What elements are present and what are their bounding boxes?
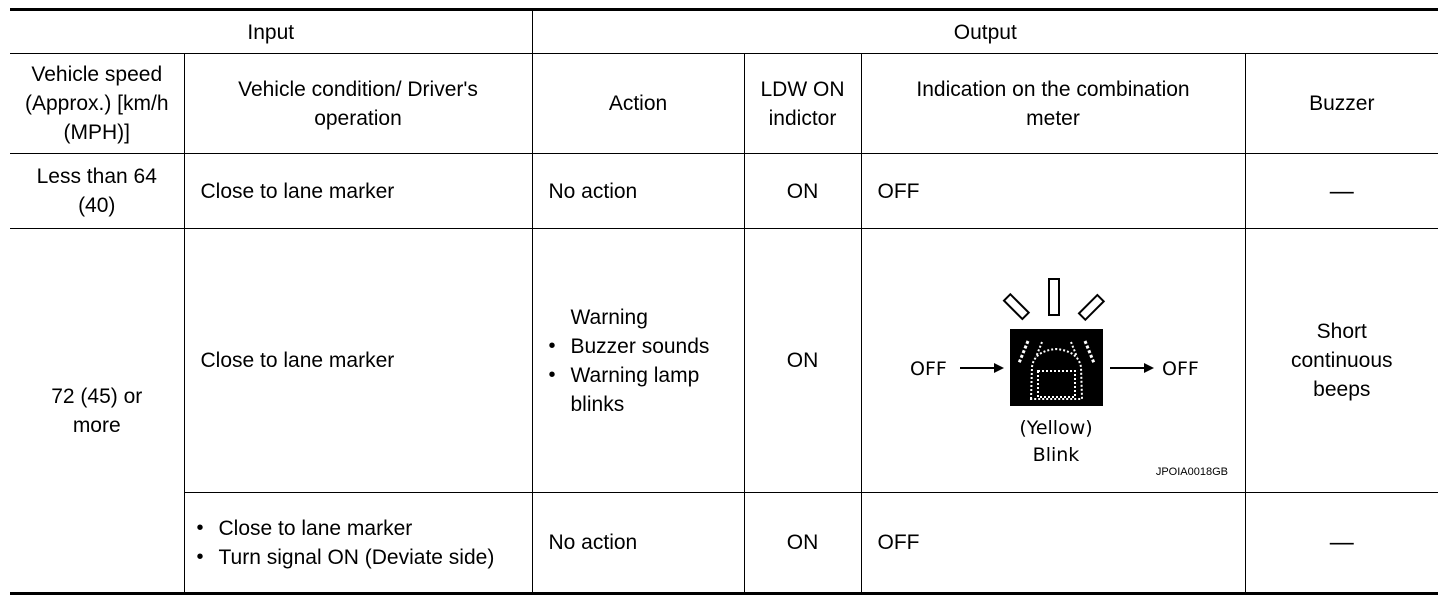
lamp-color-label: (Yellow) — [1018, 417, 1093, 439]
output-group-header: Output — [532, 10, 1438, 54]
header-group-row — [10, 10, 1438, 54]
table-row — [10, 493, 1438, 594]
speed-value: Less than 64 (40) — [36, 165, 157, 217]
list-item: • Buzzer sounds — [547, 332, 721, 361]
speed-cell — [10, 154, 184, 229]
blink-mark-center — [1049, 279, 1059, 315]
action-title: Warning — [570, 305, 648, 329]
ldw-operation-table-container — [10, 8, 1438, 595]
lamp-state-label: Blink — [1032, 444, 1079, 466]
vehicle-condition-header — [184, 54, 532, 154]
figure-code: JPOIA0018GB — [1155, 466, 1228, 478]
ldw-on-cell: ON — [744, 229, 861, 493]
vehicle-speed-header — [10, 54, 184, 154]
action-cell — [532, 229, 744, 493]
input-group-header: Input — [10, 10, 532, 54]
header-column-row — [10, 54, 1438, 154]
arrow-in-head — [994, 363, 1004, 373]
ldw-on-cell: ON — [744, 493, 861, 594]
condition-cell: Close to lane marker — [184, 229, 532, 493]
action-list — [547, 332, 721, 419]
ldw-on-indicator-header-label: LDW ON indictor — [760, 77, 845, 130]
state-after-text: OFF — [1161, 358, 1199, 380]
table-row — [10, 154, 1438, 229]
buzzer-cell: — — [1245, 154, 1438, 229]
buzzer-value: Short continuous beeps — [1290, 320, 1393, 401]
list-item-text: Turn signal ON (Deviate side) — [218, 545, 495, 569]
indication-cell: OFF — [861, 154, 1245, 229]
state-before-text: OFF — [909, 358, 947, 380]
indication-meter-header — [861, 54, 1245, 154]
action-cell: No action — [532, 154, 744, 229]
buzzer-cell — [1245, 229, 1438, 493]
buzzer-cell: — — [1245, 493, 1438, 594]
lane-departure-warning-icon — [1010, 329, 1103, 406]
condition-cell: Close to lane marker — [184, 154, 532, 229]
speed-cell — [10, 229, 184, 594]
arrow-out-head — [1144, 363, 1154, 373]
action-list-box — [547, 303, 721, 419]
speed-value: 72 (45) or more — [51, 384, 143, 437]
action-cell: No action — [532, 493, 744, 594]
blink-mark-left — [1003, 294, 1028, 319]
table-row — [10, 229, 1438, 493]
list-item: • Close to lane marker — [195, 514, 532, 543]
vehicle-condition-header-label: Vehicle condition/ Driver's operation — [238, 77, 478, 130]
ldw-operation-table — [10, 8, 1438, 595]
condition-cell — [184, 493, 532, 594]
vehicle-speed-header-label: Vehicle speed (Approx.) [km/h (MPH)] — [24, 63, 169, 144]
blink-mark-right — [1078, 295, 1103, 320]
lane-departure-indication-figure — [862, 229, 1246, 492]
list-item — [195, 543, 532, 572]
indication-meter-header-label: Indication on the combination meter — [916, 77, 1190, 130]
buzzer-header: Buzzer — [1245, 54, 1438, 154]
list-item — [547, 361, 721, 419]
indication-cell: OFF — [861, 493, 1245, 594]
action-header: Action — [532, 54, 744, 154]
list-item-text: Warning lamp blinks — [570, 363, 700, 416]
ldw-on-indicator-header — [744, 54, 861, 154]
indication-cell — [861, 229, 1245, 493]
condition-list — [195, 514, 532, 572]
ldw-on-cell: ON — [744, 154, 861, 229]
